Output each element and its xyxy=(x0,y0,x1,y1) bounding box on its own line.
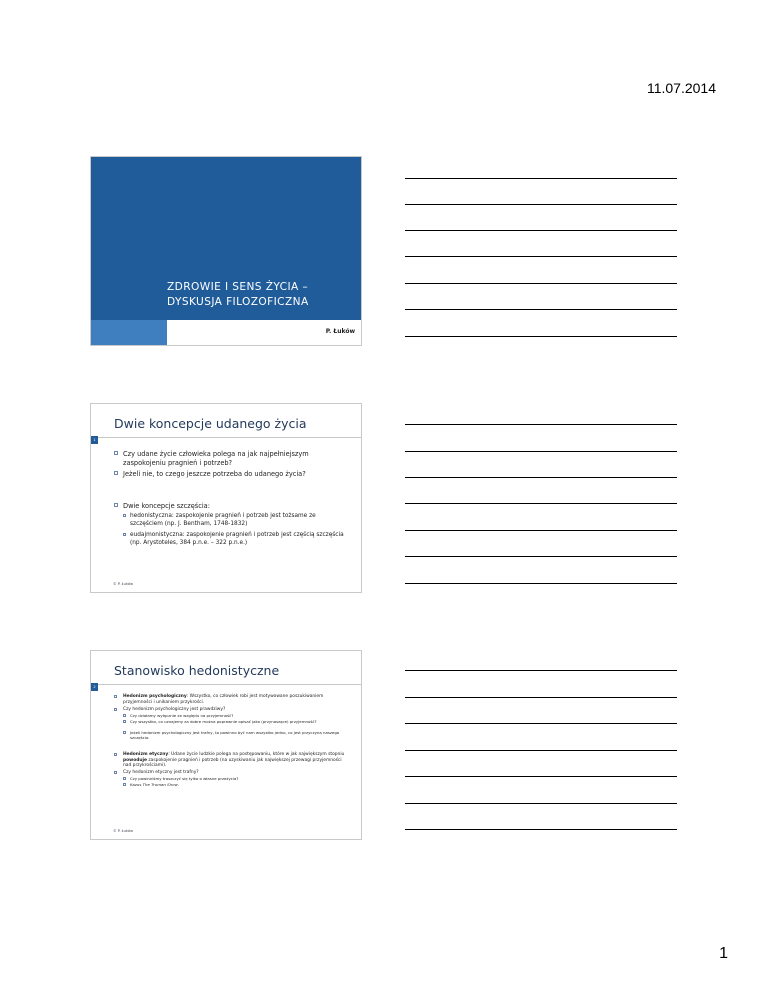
sub-bullet-post: . xyxy=(177,782,179,787)
notes-line xyxy=(405,723,677,724)
sub-bullet-text: hedonistyczna: zaspokojenie pragnień i potrzeb jest tożsame ze szczęściem (np. J. Bentham, 1748-1832) xyxy=(130,513,316,527)
sub-bullet-item xyxy=(123,513,349,529)
notes-line xyxy=(405,776,677,777)
title-divider xyxy=(91,437,361,438)
notes-line xyxy=(405,556,677,557)
title-line-2: DYSKUSJA FILOZOFICZNA xyxy=(167,296,309,308)
square-bullet-icon xyxy=(123,714,126,717)
sub-bullet-text: Jeżeli hedonizm psychologiczny jest trafny, to powinno być nam wszystko jedno, co jest przyczyną naszego szczęścia. xyxy=(130,730,340,740)
notes-line xyxy=(405,178,677,179)
notes-line xyxy=(405,583,677,584)
slide-title: Stanowisko hedonistyczne xyxy=(114,663,280,678)
notes-line xyxy=(405,336,677,337)
italic-title: The Truman Show xyxy=(142,782,178,787)
sub-bullet-item xyxy=(123,532,349,548)
square-bullet-icon xyxy=(123,777,126,780)
page-date: 11.07.2014 xyxy=(646,80,716,96)
title-line-1: ZDROWIE I SENS ŻYCIA – xyxy=(167,281,309,293)
slide-author: P. Łuków xyxy=(325,328,355,335)
bullet-text: Jeżeli nie, to czego jeszcze potrzeba do udanego życia? xyxy=(123,470,306,478)
square-bullet-icon xyxy=(123,783,126,786)
notes-line xyxy=(405,829,677,830)
sub-bullet-item xyxy=(123,730,349,740)
author-bar-accent xyxy=(91,320,167,346)
title-divider xyxy=(91,684,361,685)
notes-line xyxy=(405,697,677,698)
square-bullet-icon xyxy=(114,503,118,507)
bullet-text xyxy=(114,752,347,769)
bullet-item xyxy=(114,770,347,776)
square-bullet-icon xyxy=(123,720,126,723)
bullet-text xyxy=(114,694,347,705)
notes-line xyxy=(405,309,677,310)
bullet-text: Czy udane życie człowieka polega na jak najpełniejszym zaspokojeniu pragnień i potrzeb? xyxy=(123,450,309,467)
slide-title: Dwie koncepcje udanego życia xyxy=(114,416,307,431)
square-bullet-icon xyxy=(114,471,118,475)
bullet-rest: zaspokojenie pragnień i potrzeb (na uzyskiwaniu jak największej przewagi przyjemności nad przykrościami). xyxy=(123,757,342,769)
title-slide xyxy=(90,156,362,346)
page-number: 1 xyxy=(719,945,728,962)
square-bullet-icon xyxy=(114,695,117,698)
slide-number: 1 xyxy=(91,436,98,444)
notes-line xyxy=(405,424,677,425)
sub-bullet-text: eudajmonistyczna: zaspokojenie pragnień i potrzeb jest częścią szczęścia (np. Arystoteles, 384 p.n.e. – 322 p.n.e.) xyxy=(130,532,344,546)
bullet-item xyxy=(114,502,347,511)
sub-bullet-text xyxy=(123,782,349,787)
bullet-item xyxy=(114,450,347,468)
bullet-text: Czy hedonizm etyczny jest trafny? xyxy=(123,770,199,775)
notes-line xyxy=(405,256,677,257)
square-bullet-icon xyxy=(114,451,118,455)
slide-footer: © P. Łuków xyxy=(113,582,134,586)
sub-bullet-text: Czy działamy wyłącznie ze względu na przyjemność? xyxy=(130,713,234,718)
bullet-item xyxy=(114,752,347,769)
bold-term: Hedonizm etyczny xyxy=(123,752,169,757)
bullet-text: Czy hedonizm psychologiczny jest prawdziwy? xyxy=(123,707,226,712)
notes-line xyxy=(405,750,677,751)
square-bullet-icon xyxy=(114,771,117,774)
sub-bullet-item xyxy=(123,713,349,718)
square-bullet-icon xyxy=(123,533,126,536)
sub-bullet-item xyxy=(123,719,349,724)
notes-line xyxy=(405,451,677,452)
bullet-item xyxy=(114,694,347,705)
notes-line xyxy=(405,204,677,205)
sub-bullet-item xyxy=(123,782,349,787)
sub-bullet-pre: Kazus xyxy=(130,782,143,787)
slide-two-conceptions xyxy=(90,403,362,593)
notes-line xyxy=(405,283,677,284)
slide-hedonist-position xyxy=(90,650,362,840)
sub-bullet-text: Czy wszystko, co uznajemy za dobre można poprawnie opisać jako (przynoszące) przyjemność? xyxy=(130,719,317,724)
sub-bullet-text: Czy powinniśmy troszczyć się tylko o własne przeżycia? xyxy=(130,776,239,781)
square-bullet-icon xyxy=(123,731,126,734)
sub-bullet-item xyxy=(123,776,349,781)
square-bullet-icon xyxy=(114,753,117,756)
bold-term: powoduje xyxy=(123,757,147,763)
notes-line xyxy=(405,230,677,231)
bullet-rest: : Wszystko, co człowiek robi jest motywowane poszukiwaniem przyjemności i unikaniem przykrości. xyxy=(123,694,324,705)
notes-line xyxy=(405,530,677,531)
notes-line xyxy=(405,670,677,671)
bullet-item xyxy=(114,470,347,479)
slide-footer: © P. Łuków xyxy=(113,829,134,833)
slide-title xyxy=(167,280,357,310)
slide-number: 2 xyxy=(91,683,98,691)
bullet-text: Dwie koncepcje szczęścia: xyxy=(123,502,210,510)
bullet-middle: : Udane życie ludzkie polega na postępowaniu, które w jak największym stopniu xyxy=(168,752,345,757)
square-bullet-icon xyxy=(114,708,117,711)
bold-term: Hedonizm psychologiczny xyxy=(123,694,187,699)
notes-line xyxy=(405,477,677,478)
notes-line xyxy=(405,503,677,504)
bullet-item xyxy=(114,707,347,713)
author-bar xyxy=(91,320,361,346)
square-bullet-icon xyxy=(123,514,126,517)
notes-line xyxy=(405,803,677,804)
